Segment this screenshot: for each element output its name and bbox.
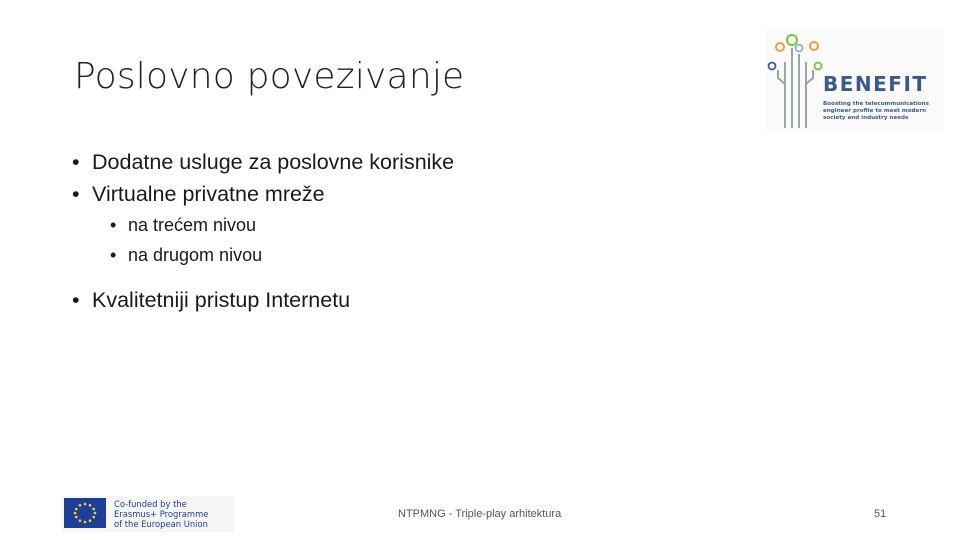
circuit-tree-icon <box>766 28 826 132</box>
logo-wordmark: BENEFIT <box>823 72 928 96</box>
bullet-item: • Dodatne usluge za poslovne korisnike <box>72 146 772 178</box>
sub-bullet-item: • na trećem nivou <box>72 210 772 240</box>
eu-badge-text: Co-funded by the Erasmus+ Programme of the European Union <box>114 499 209 529</box>
sub-bullet-item: • na drugom nivou <box>72 240 772 270</box>
bullet-list <box>72 146 772 316</box>
bullet-item: • Kvalitetniji pristup Internetu <box>72 284 772 316</box>
eu-cofunded-badge <box>62 496 234 532</box>
bullet-item: • Virtualne privatne mreže <box>72 178 772 210</box>
logo-tagline: Boosting the telecommunications engineer profile to meet modern society and industry needs <box>823 101 929 121</box>
page-number: 51 <box>874 508 887 520</box>
eu-flag-icon <box>64 498 106 528</box>
footer-text: NTPMNG - Triple-play arhitektura <box>398 508 562 520</box>
benefit-logo <box>766 28 944 132</box>
slide-title: Poslovno povezivanje <box>74 56 465 97</box>
